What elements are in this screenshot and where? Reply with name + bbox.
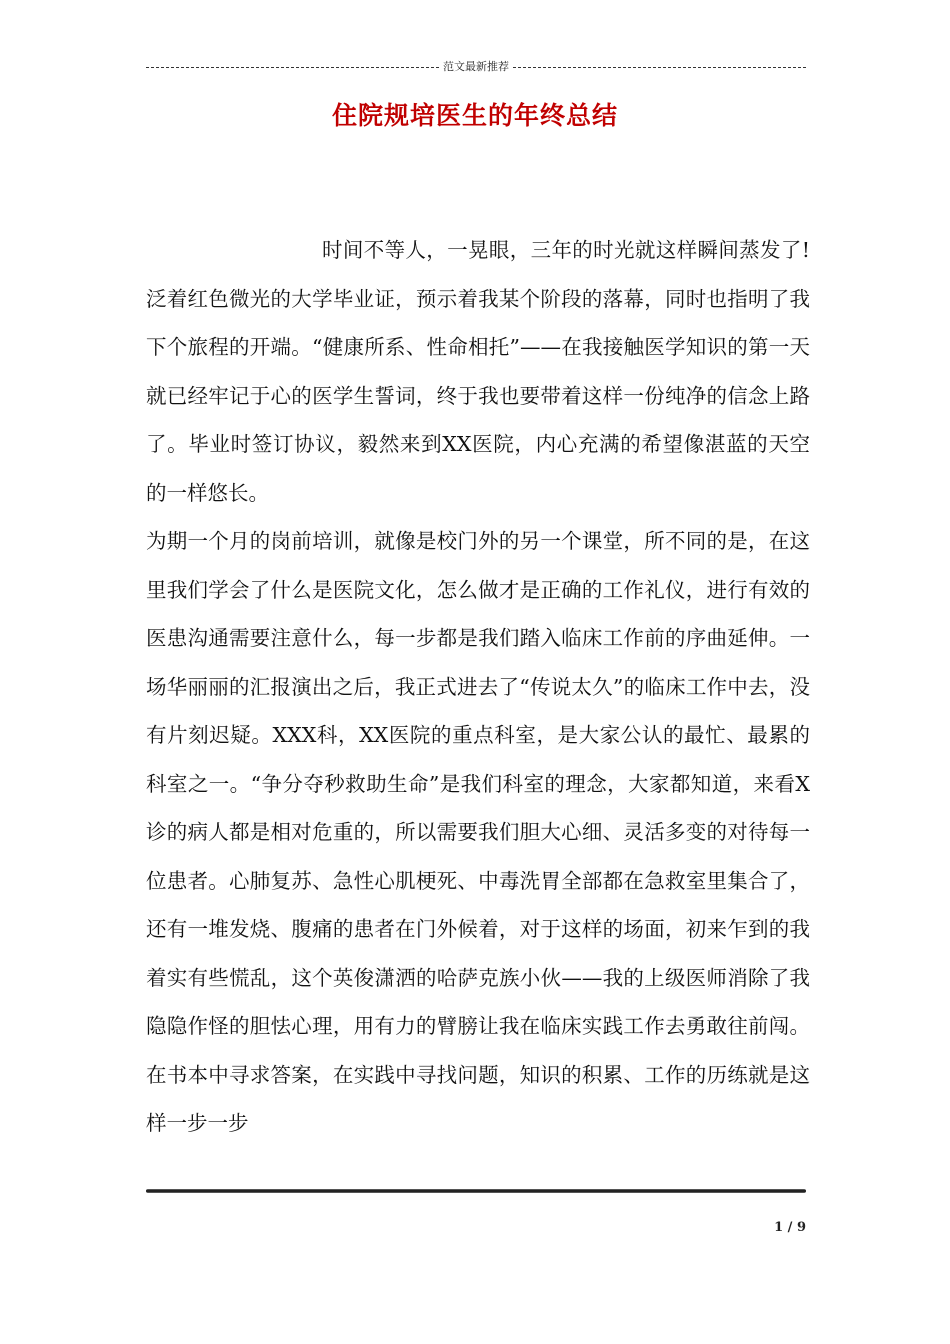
paragraph-1: 时间不等人，一晃眼，三年的时光就这样瞬间蒸发了!泛着红色微光的大学毕业证，预示着我某个阶段的落幕，同时也指明了我下个旅程的开端。“健康所系、性命相托”——在我接触医学知识的第一天就已经牢记于心的医学生誓词，终于我也要带着这样一份纯净的信念上路了。毕业时签订协议，毅然来到XX医院，内心充满的希望像湛蓝的天空的一样悠长。 [146, 238, 810, 505]
header-dash-left [146, 67, 439, 68]
header-banner [146, 60, 806, 74]
paragraph-2: 为期一个月的岗前培训，就像是校门外的另一个课堂，所不同的是，在这里我们学会了什么是医院文化，怎么做才是正确的工作礼仪，进行有效的医患沟通需要注意什么，每一步都是我们踏入临床工作前的序曲延伸。一场华丽丽的汇报演出之后，我正式进去了“传说太久”的临床工作中去，没有片刻迟疑。XXX科，XX医院的重点科室，是大家公认的最忙、最累的科室之一。“争分夺秒救助生命”是我们科室的理念，大家都知道，来看X诊的病人都是相对危重的，所以需要我们胆大心细、灵活多变的对待每一位患者。心肺复苏、急性心肌梗死、中毒洗胃全部都在急救室里集合了，还有一堆发烧、腹痛的患者在门外候着，对于这样的场面，初来乍到的我着实有些慌乱，这个英俊潇洒的哈萨克族小伙——我的上级医师消除了我隐隐作怪的胆怯心理，用有力的臂膀让我在临床实践工作去勇敢往前闯。在书本中寻求答案，在实践中寻找问题，知识的积累、工作的历练就是这样一步一步 [146, 529, 810, 1135]
document-title: 住院规培医生的年终总结 [331, 101, 618, 130]
document-body [146, 226, 810, 1148]
footer-divider [146, 1189, 806, 1193]
page-number: 1 / 9 [774, 1220, 806, 1235]
header-label: 范文最新推荐 [443, 60, 509, 73]
header-dash-right [513, 67, 806, 68]
